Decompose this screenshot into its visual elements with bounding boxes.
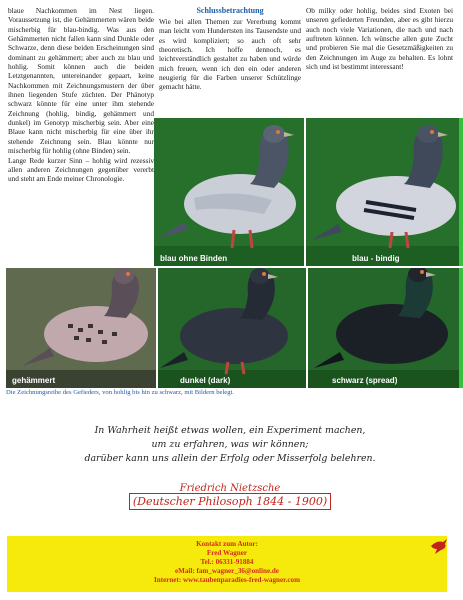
quote-author: Friedrich Nietzsche — [179, 483, 281, 494]
photo-gehaemmert — [6, 268, 156, 388]
pigeon-image — [154, 118, 304, 266]
photo-blau-bindig — [306, 118, 463, 266]
quote-line-3: darüber kann uns allein der Erfolg oder Misserfolg belehren. — [84, 453, 376, 464]
contact-email[interactable]: eMail: fam_wagner_36@online.de — [175, 567, 279, 575]
pigeon-logo-icon — [429, 536, 449, 556]
text-column-3 — [306, 6, 453, 71]
contact-phone: Tel.: 06331-91884 — [200, 558, 254, 566]
photo-dunkel — [158, 268, 306, 388]
pigeon-image — [308, 268, 463, 388]
pigeon-image — [158, 268, 306, 388]
col1-paragraph-2: Lange Rede kurzer Sinn – hohlig wird rezessiv allen anderen Zeichnungen gegenüber vererbt und steht am Ende meiner Chronologie. — [8, 155, 154, 184]
photo-blau-ohne-binden — [154, 118, 304, 266]
quote-line-2: um zu erfahren, was wir können; — [151, 439, 309, 450]
photo-caption: blau ohne Binden — [160, 254, 228, 263]
quote-attribution — [30, 482, 430, 509]
quote-block — [30, 424, 430, 466]
pigeon-image — [6, 268, 156, 388]
contact-website[interactable]: Internet: www.taubenparadies-fred-wagner.com — [154, 576, 300, 584]
contact-name: Fred Wagner — [206, 549, 248, 557]
green-edge-bar — [459, 118, 463, 266]
section-title: Schlussbetrachtung — [196, 6, 264, 15]
contact-heading: Kontakt zum Autor: — [196, 540, 258, 548]
quote-author-note: (Deutscher Philosoph 1844 - 1900) — [132, 495, 328, 508]
contact-box — [7, 536, 447, 592]
photo-caption: schwarz (spread) — [332, 376, 398, 385]
pigeon-image — [306, 118, 463, 266]
photo-schwarz — [308, 268, 463, 388]
green-edge-bar — [459, 268, 463, 388]
col2-paragraph-1: Wie bei allen Themen zur Vererbung kommt man leicht vom Hundertsten ins Tausendste und es wird kompliziert; so auch oft sehr theoretisch. Ich hoffe dennoch, es leichtverständlich gestaltet zu haben und würde mich freuen, wenn ich den ein oder anderen neugierig für die Farben unserer Schützlinge gemacht hätte. — [159, 17, 301, 92]
text-column-2 — [159, 6, 301, 92]
quote-line-1: In Wahrheit heißt etwas wollen, ein Experiment machen, — [94, 425, 366, 436]
photo-caption: dunkel (dark) — [180, 376, 231, 385]
photo-caption: blau - bindig — [352, 254, 400, 263]
col1-paragraph-1: blaue Nachkommen im Nest liegen. Voraussetzung ist, die Gehämmerten wären beide mischerbig für blau-bindig. Was aus den Gehämmerten nicht fallen kann sind Dunkle oder Schwarze, denn diese beiden Erscheinungen sind dominant zu gehämmert; aber auch zu blau und hohlig. Somit können auch die beiden Letztgenannten, untereinander gepaart, keine Nachkommen mit Zeichnungsmustern der über ihnen liegenden Stufe züchten. Der Phänotyp schwarz könnte für eine unter ihm stehende Zeichnung (hohlig, bindig, gehämmert und dunkel) im Genotyp mischerbig sein. Aber eine Blaue kann nicht mischerbig für eine über ihr stehende Zeichnung sein. Blau könnte nur mischerbig für hohlig (ohne Binden) sein. — [8, 6, 154, 156]
photo-caption: gehämmert — [12, 376, 56, 385]
text-column-1 — [8, 6, 154, 184]
figure-caption: Die Zeichnungsreihe des Gefieders, von hohlig bis hin zu schwarz, mit Bildern belegt. — [6, 389, 234, 396]
col3-paragraph-1: Ob milky oder hohlig, beides sind Exoten bei unseren gefiederten Freunden, aber es gibt hierzu auch noch viele Variationen, die nach und nach auftreten können. Ich wünsche allen gute Zucht und probieren Sie mal die Gesetzmäßigkeiten zu den Zeichnungen im Auge zu behalten. Es lohnt sich und ist bestimmt interessant! — [306, 6, 453, 72]
